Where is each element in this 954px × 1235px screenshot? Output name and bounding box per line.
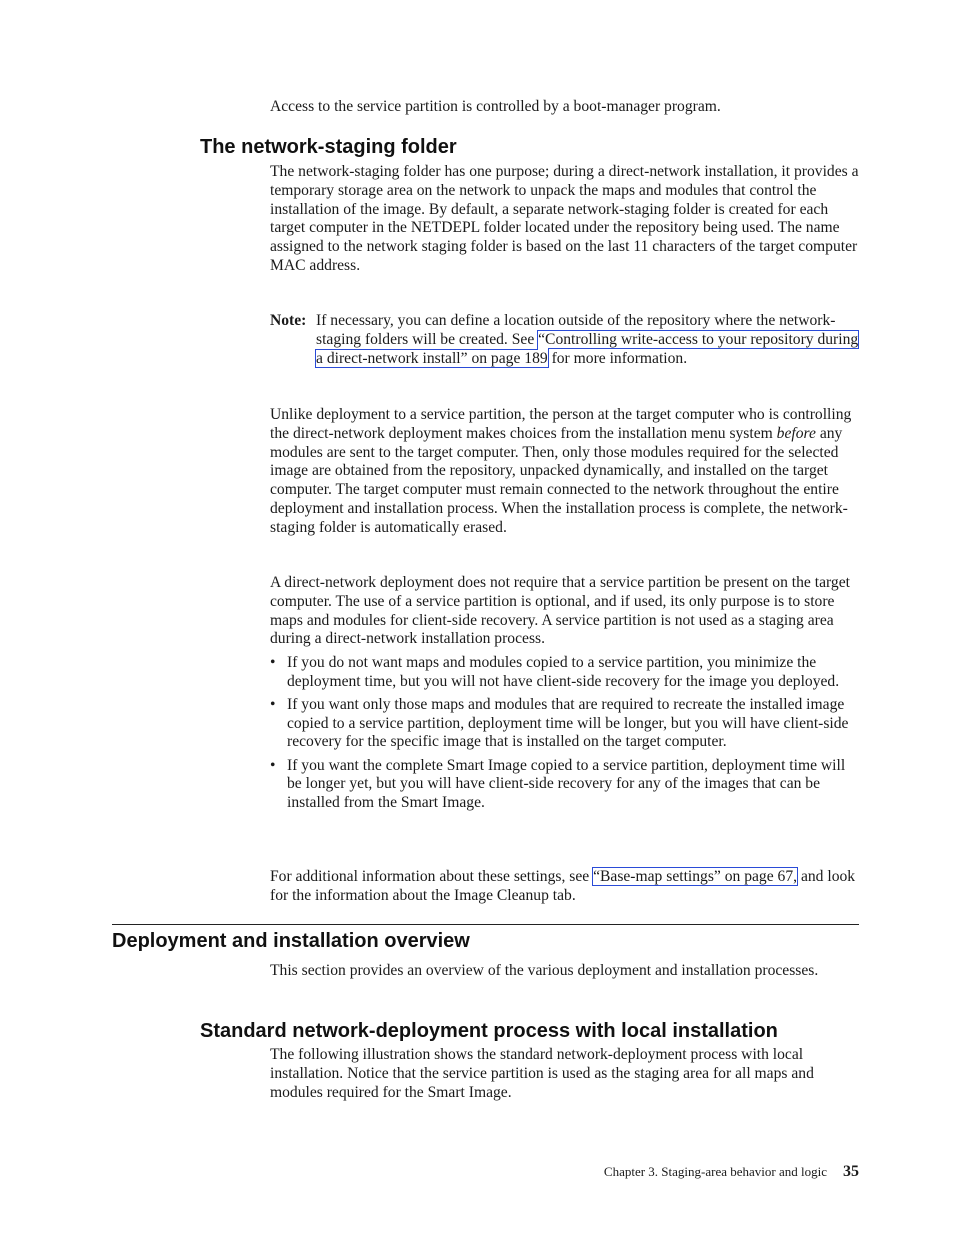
list-item-text: If you want only those maps and modules that are required to recreate the installed image copied to a service partition, deployment time will be longer, but you will have client-side recovery for the specific image that is installed on the target computer. (287, 695, 849, 751)
list-item-text: If you want the complete Smart Image copied to a service partition, deployment time will be longer yet, but you will have client-side recovery for any of the images that can be installed from the Smart Image. (287, 756, 846, 812)
list-item (270, 757, 862, 813)
paragraph-standard-process: The following illustration shows the standard network-deployment process with local installation. Notice that the service partition is used as the staging area for all maps and modules required for the Smart Image. (270, 1046, 814, 1101)
paragraph-overview: This section provides an overview of the various deployment and installation processes. (270, 962, 819, 979)
note-block (270, 312, 862, 368)
page-number: 35 (843, 1163, 859, 1180)
link-base-map-settings[interactable]: “Base-map settings” on page 67, (593, 868, 798, 885)
note-text-pre: If necessary, you can define a location outside of the repository where the network-staging folders will be created. See (316, 312, 836, 348)
note-text-post: for more information. (547, 349, 688, 367)
paragraph-additional-information (270, 868, 862, 906)
bullet-list (270, 654, 862, 817)
bullet-icon: • (270, 654, 276, 671)
p2-emphasis-before: before (776, 424, 816, 442)
list-item-text: If you do not want maps and modules copied to a service partition, you minimize the deployment time, but you will not have client-side recovery for the image you deployed. (287, 654, 840, 690)
p2-pre: Unlike deployment to a service partition, the person at the target computer who is controlling the direct-network deployment makes choices from the installation menu system (270, 406, 852, 442)
bullet-icon: • (270, 695, 276, 713)
link-controlling-write-access[interactable]: “Controlling write-access to your repository during a direct-network install” on page 189 (316, 330, 859, 367)
note-text (316, 312, 862, 368)
section-heading-deployment-overview: Deployment and installation overview (112, 930, 470, 952)
section-divider (112, 924, 859, 925)
page-footer (604, 1163, 859, 1181)
section-heading-network-staging-folder: The network-staging folder (200, 136, 457, 158)
p4-post: and look for the information about the Image Cleanup tab. (270, 868, 856, 904)
note-label: Note: (270, 312, 307, 329)
paragraph-unlike-deployment (270, 406, 862, 538)
p2-post: any modules are sent to the target computer. Then, only those modules required for the selected image are obtained from the repository, unpacked dynamically, and installed on the target computer. The target computer must remain connected to the network throughout the entire deployment and installation process. When the installation process is complete, the network-staging folder is automatically erased. (270, 424, 848, 536)
intro-paragraph: Access to the service partition is controlled by a boot-manager program. (270, 98, 721, 115)
list-item (270, 654, 862, 692)
paragraph-direct-network-deployment: A direct-network deployment does not require that a service partition be present on the target computer. The use of a service partition is optional, and if used, its only purpose is to store maps and modules for client-side recovery. A service partition is not used as a staging area during a direct-network installation process. (270, 574, 850, 648)
p4-pre: For additional information about these settings, see (270, 868, 594, 885)
section-heading-standard-network-deployment: Standard network-deployment process with local installation (200, 1020, 778, 1042)
bullet-icon: • (270, 756, 276, 774)
footer-chapter-title: Chapter 3. Staging-area behavior and logic (603, 1164, 827, 1179)
list-item (270, 696, 862, 752)
paragraph-network-staging-purpose: The network-staging folder has one purpose; during a direct-network installation, it provides a temporary storage area on the network to unpack the maps and modules that control the installation of the image. By default, a separate network-staging folder is created for each target computer in the NETDEPL folder located under the repository being used. The name assigned to the network staging folder is based on the last 11 characters of the target computer MAC address. (270, 163, 859, 274)
